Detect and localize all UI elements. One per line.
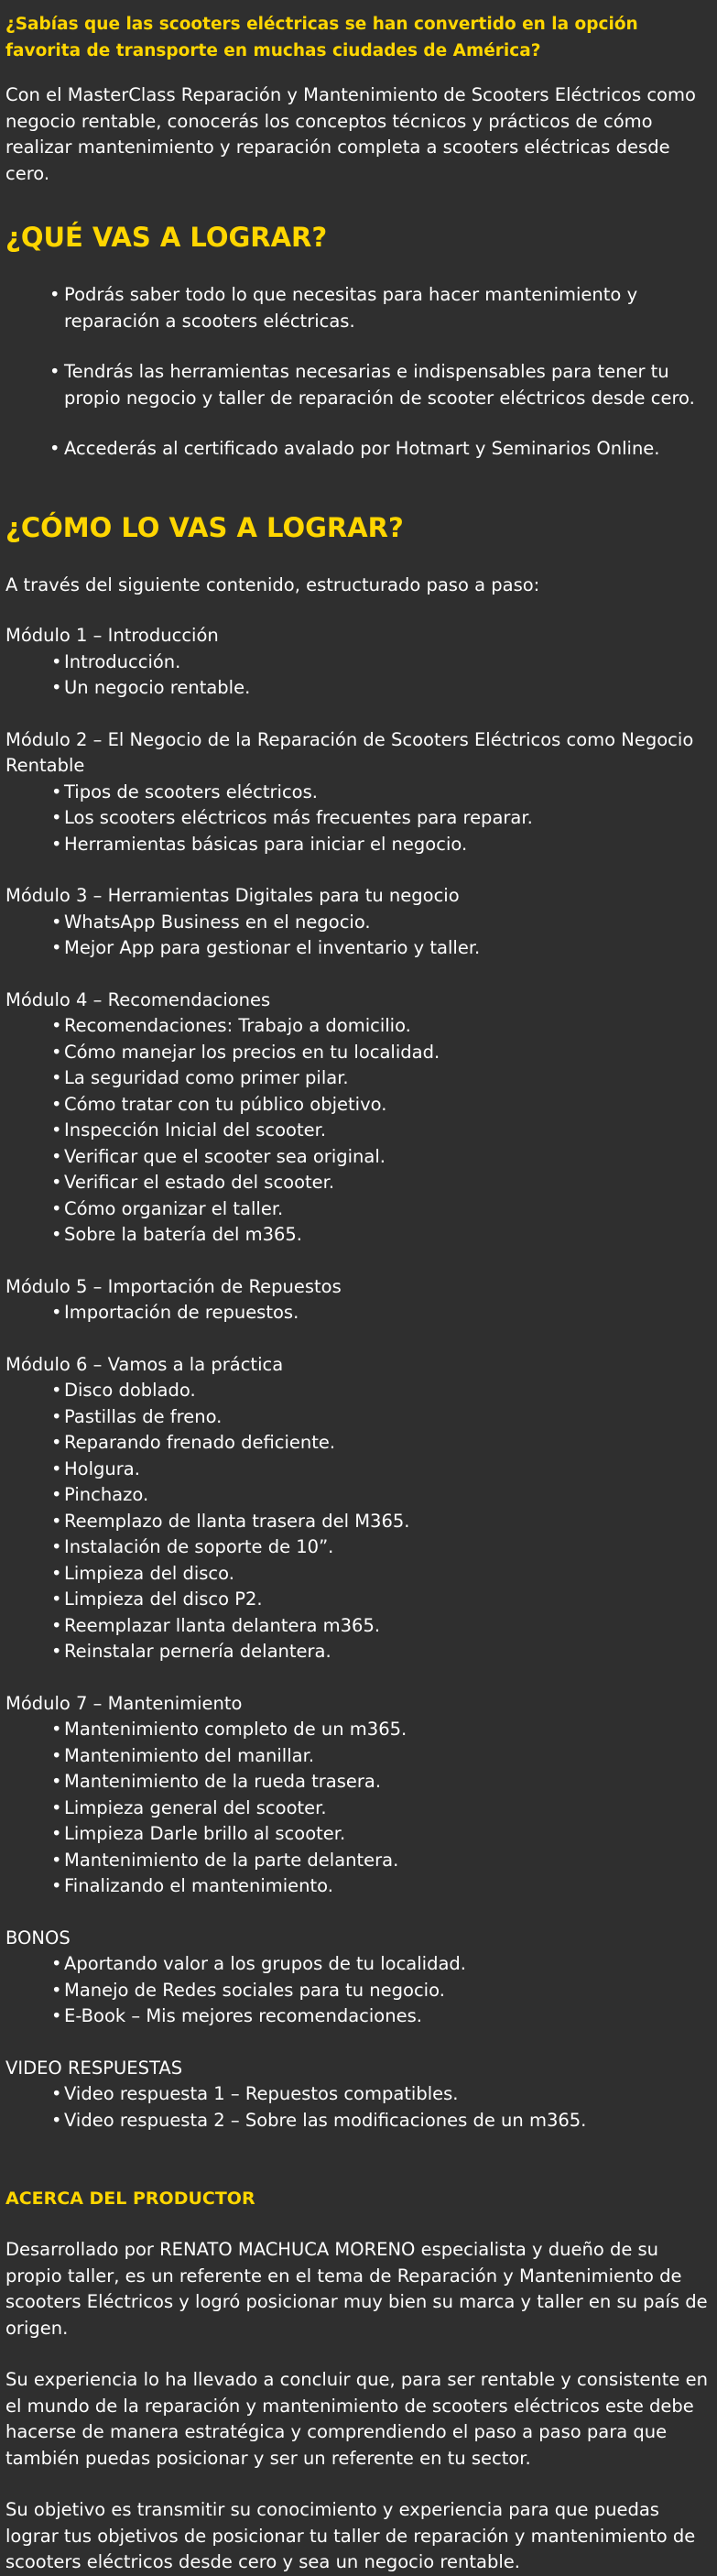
module-title: BONOS: [5, 1927, 71, 1948]
module-topics: [51, 649, 713, 702]
module-topics: [51, 780, 713, 858]
module-topics: [51, 1717, 713, 1900]
intro-question: ¿Sabías que las scooters eléctricas se han convertido en la opción favorita de transporte en muchas ciudades de América?: [5, 15, 638, 60]
module-title: Módulo 7 – Mantenimiento: [5, 1692, 243, 1714]
goals-heading: ¿QUÉ VAS A LOGRAR?: [5, 222, 328, 253]
module-block: [5, 2056, 713, 2134]
topic-item: • Reemplazo de llanta trasera del M365.: [51, 1509, 713, 1535]
module-block: [5, 1352, 713, 1665]
topic-item: • E-Book – Mis mejores recomendaciones.: [51, 2003, 713, 2030]
module-title: Módulo 4 – Recomendaciones: [5, 988, 271, 1010]
topic-item: • Un negocio rentable.: [51, 675, 713, 702]
producer-paragraph: Su experiencia lo ha llevado a concluir que, para ser rentable y consistente en el mundo de la reparación y mantenimiento de scooters eléctricos este debe hacerse de manera estratégica y comprendiendo el paso a paso para que también puedas posicionar y ser un referente en tu sector.: [5, 2369, 708, 2469]
module-title: Módulo 1 – Introducción: [5, 625, 219, 646]
how-lead: A través del siguiente contenido, estructurado paso a paso:: [5, 573, 540, 595]
topic-item: • Herramientas básicas para iniciar el negocio.: [51, 832, 713, 858]
goal-item: • Podrás saber todo lo que necesitas para hacer mantenimiento y reparación a scooters eléctricas.: [49, 282, 713, 334]
topic-item: • Mantenimiento de la parte delantera.: [51, 1848, 713, 1874]
topic-item: • Verificar el estado del scooter.: [51, 1170, 713, 1196]
module-title: Módulo 6 – Vamos a la práctica: [5, 1353, 284, 1375]
module-title: Módulo 5 – Importación de Repuestos: [5, 1275, 342, 1297]
module-topics: [51, 1013, 713, 1249]
topic-item: • Mejor App para gestionar el inventario y taller.: [51, 935, 713, 962]
topic-item: • Limpieza del disco P2.: [51, 1587, 713, 1613]
topic-item: • La seguridad como primer pilar.: [51, 1065, 713, 1092]
topic-item: • Cómo organizar el taller.: [51, 1196, 713, 1223]
topic-item: • Limpieza del disco.: [51, 1561, 713, 1588]
topic-item: • Aportando valor a los grupos de tu localidad.: [51, 1951, 713, 1978]
topic-item: • Video respuesta 1 – Repuestos compatibles.: [51, 2081, 713, 2108]
module-topics: [51, 910, 713, 962]
topic-item: • Reemplazar llanta delantera m365.: [51, 1613, 713, 1640]
topic-item: • Pastillas de freno.: [51, 1404, 713, 1431]
module-block: [5, 1691, 713, 1900]
topic-item: • Los scooters eléctricos más frecuentes para reparar.: [51, 805, 713, 832]
topic-item: • Tipos de scooters eléctricos.: [51, 780, 713, 806]
module-block: [5, 1926, 713, 2030]
goal-item: • Accederás al certificado avalado por Hotmart y Seminarios Online.: [49, 436, 713, 463]
topic-item: • Video respuesta 2 – Sobre las modificaciones de un m365.: [51, 2108, 713, 2134]
module-block: [5, 988, 713, 1249]
topic-item: • Instalación de soporte de 10”.: [51, 1534, 713, 1561]
how-heading: ¿CÓMO LO VAS A LOGRAR?: [5, 511, 404, 543]
topic-item: • Cómo tratar con tu público objetivo.: [51, 1092, 713, 1119]
topic-item: • Mantenimiento del manillar.: [51, 1743, 713, 1770]
topic-item: • Limpieza general del scooter.: [51, 1796, 713, 1822]
module-title: VIDEO RESPUESTAS: [5, 2057, 183, 2079]
modules-list: [5, 623, 713, 2134]
module-block: [5, 1274, 713, 1326]
topic-item: • Disco doblado.: [51, 1378, 713, 1404]
topic-item: • Holgura.: [51, 1457, 713, 1483]
module-block: [5, 883, 713, 962]
producer-paragraph: Su objetivo es transmitir su conocimiento y experiencia para que puedas lograr tus objetivos de posicionar tu taller de reparación y mantenimiento de scooters eléctricos desde cero y sea un negocio rentable.: [5, 2499, 696, 2572]
module-topics: [51, 1378, 713, 1665]
producer-heading: ACERCA DEL PRODUCTOR: [5, 2189, 255, 2209]
topic-item: • Mantenimiento de la rueda trasera.: [51, 1769, 713, 1796]
topic-item: • Reinstalar pernería delantera.: [51, 1639, 713, 1665]
topic-item: • Importación de repuestos.: [51, 1300, 713, 1326]
topic-item: • Finalizando el mantenimiento.: [51, 1873, 713, 1900]
module-block: [5, 727, 713, 858]
topic-item: • Limpieza Darle brillo al scooter.: [51, 1821, 713, 1848]
module-topics: [51, 1300, 713, 1326]
topic-item: • Manejo de Redes sociales para tu negocio.: [51, 1978, 713, 2004]
topic-item: • Mantenimiento completo de un m365.: [51, 1717, 713, 1743]
module-title: Módulo 2 – El Negocio de la Reparación de Scooters Eléctricos como Negocio Rentable: [5, 728, 694, 776]
topic-item: • WhatsApp Business en el negocio.: [51, 910, 713, 936]
topic-item: • Verificar que el scooter sea original.: [51, 1144, 713, 1171]
topic-item: • Cómo manejar los precios en tu localidad.: [51, 1040, 713, 1066]
intro-paragraph: Con el MasterClass Reparación y Mantenimiento de Scooters Eléctricos como negocio rentable, conocerás los conceptos técnicos y prácticos de cómo realizar mantenimiento y reparación completa a scooters eléctricas desde cero.: [5, 84, 696, 184]
goal-item: • Tendrás las herramientas necesarias e indispensables para tener tu propio negocio y taller de reparación de scooter eléctricos desde cero.: [49, 359, 713, 411]
goals-list: [49, 282, 713, 463]
module-title: Módulo 3 – Herramientas Digitales para tu negocio: [5, 885, 460, 906]
module-topics: [51, 2081, 713, 2134]
producer-paragraph: Desarrollado por RENATO MACHUCA MORENO especialista y dueño de su propio taller, es un referente en el tema de Reparación y Mantenimiento de scooters Eléctricos y logró posicionar muy bien su marca y taller en su país de origen.: [5, 2239, 708, 2339]
topic-item: • Reparando frenado deficiente.: [51, 1430, 713, 1457]
module-block: [5, 623, 713, 702]
topic-item: • Pinchazo.: [51, 1482, 713, 1509]
module-topics: [51, 1951, 713, 2030]
topic-item: • Inspección Inicial del scooter.: [51, 1118, 713, 1144]
topic-item: • Sobre la batería del m365.: [51, 1222, 713, 1249]
topic-item: • Recomendaciones: Trabajo a domicilio.: [51, 1013, 713, 1040]
topic-item: • Introducción.: [51, 649, 713, 676]
